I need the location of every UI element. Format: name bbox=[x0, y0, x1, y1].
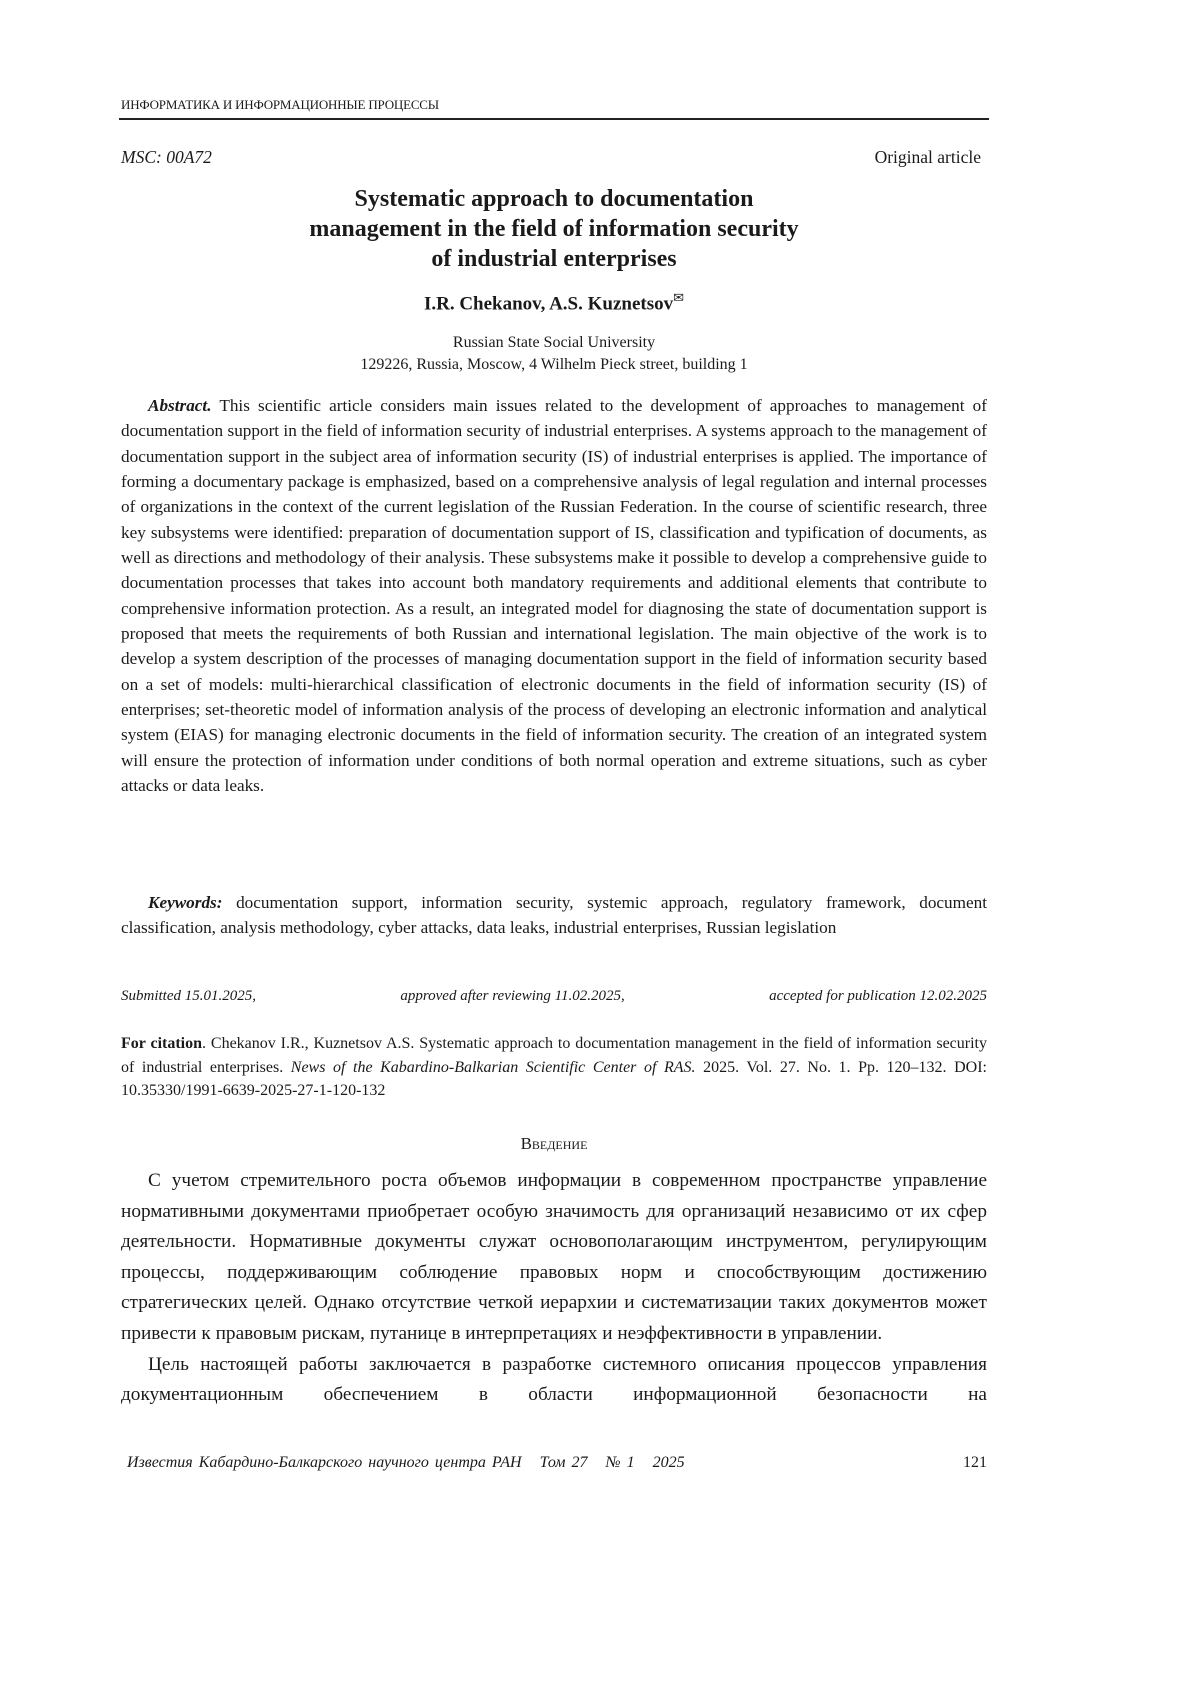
citation-details: 2025. Vol. 27. No. 1. Pp. 120–132. DOI: 10.35330/1991-6639-2025-27-1-120-132 bbox=[121, 1059, 987, 1100]
body-text bbox=[121, 1166, 987, 1411]
msc-code: MSC: 00A72 bbox=[121, 147, 212, 168]
citation-label: For citation bbox=[121, 1035, 202, 1052]
footer-journal: Известия Кабардино-Балкарского научного центра РАН Том 27 № 1 2025 bbox=[127, 1454, 685, 1472]
affiliation bbox=[121, 332, 987, 376]
accepted-date: accepted for publication 12.02.2025 bbox=[769, 988, 987, 1005]
paragraph: С учетом стремительного роста объемов информации в современном пространстве управление нормативными документами приобретает особую значимость для организаций независимо от их сфер деятельности. Нормативные документы служат основополагающим инструментом, регулирующим процессы, поддерживающим соблюдение правовых норм и способствующим достижению стратегических целей. Однако отсутствие четкой иерархии и систематизации таких документов может привести к правовым рискам, путанице в интерпретациях и неэффективности в управлении. bbox=[121, 1166, 987, 1350]
title-line: of industrial enterprises bbox=[121, 244, 987, 274]
affiliation-name: Russian State Social University bbox=[121, 332, 987, 354]
citation bbox=[121, 1032, 987, 1103]
envelope-icon: ✉ bbox=[673, 290, 684, 305]
running-header: ИНФОРМАТИКА И ИНФОРМАЦИОННЫЕ ПРОЦЕССЫ bbox=[121, 97, 439, 113]
article-type: Original article bbox=[875, 147, 981, 168]
authors bbox=[121, 290, 987, 315]
header-rule bbox=[119, 118, 989, 120]
submitted-date: Submitted 15.01.2025, bbox=[121, 988, 256, 1005]
author-names: I.R. Chekanov, A.S. Kuznetsov bbox=[424, 293, 673, 314]
title-line: Systematic approach to documentation bbox=[121, 184, 987, 214]
abstract-label: Abstract. bbox=[148, 396, 212, 415]
paragraph: Цель настоящей работы заключается в разработке системного описания процессов управления документационным обеспечением в области информационной безопасности на bbox=[121, 1350, 987, 1411]
article-title bbox=[121, 184, 987, 274]
page-number: 121 bbox=[963, 1454, 987, 1472]
abstract bbox=[121, 393, 987, 799]
approved-date: approved after reviewing 11.02.2025, bbox=[400, 988, 624, 1005]
keywords-label: Keywords: bbox=[148, 893, 222, 912]
affiliation-address: 129226, Russia, Moscow, 4 Wilhelm Pieck street, building 1 bbox=[121, 354, 987, 376]
citation-journal: News of the Kabardino-Balkarian Scientific Center of RAS. bbox=[291, 1059, 696, 1076]
keywords-text: documentation support, information security, systemic approach, regulatory framework, document classification, analysis methodology, cyber attacks, data leaks, industrial enterprises, Russian legislation bbox=[121, 893, 987, 937]
abstract-text: This scientific article considers main issues related to the development of approaches to management of documentation support in the field of information security of industrial enterprises. A systems approach to the management of documentation support in the subject area of information security (IS) of industrial enterprises is applied. The importance of forming a documentary package is emphasized, based on a comprehensive analysis of legal regulation and internal processes of organizations in the context of the current legislation of the Russian Federation. In the course of scientific research, three key subsystems were identified: preparation of documentation support of IS, classification and typification of documents, as well as directions and methodology of their analysis. These subsystems make it possible to develop a comprehensive guide to documentation processes that takes into account both mandatory requirements and additional elements that contribute to comprehensive information protection. As a result, an integrated model for diagnosing the state of documentation support is proposed that meets the requirements of both Russian and international legislation. The main objective of the work is to develop a system description of the processes of managing documentation support in the field of information security based on a set of models: multi-hierarchical classification of electronic documents in the field of information security (IS) of enterprises; set-theoretic model of information analysis of the process of developing an electronic information and analytical system (EIAS) for managing electronic documents in the field of information security. The creation of an integrated system will ensure the protection of information under conditions of both normal operation and extreme situations, such as cyber attacks or data leaks. bbox=[121, 396, 987, 795]
keywords bbox=[121, 890, 987, 941]
title-line: management in the field of information security bbox=[121, 214, 987, 244]
section-heading: Введение bbox=[121, 1134, 987, 1154]
dates bbox=[121, 988, 987, 1005]
citation-text: . Chekanov I.R., Kuznetsov A.S. Systematic approach to documentation management in the field of information security of industrial enterprises. bbox=[121, 1035, 987, 1076]
